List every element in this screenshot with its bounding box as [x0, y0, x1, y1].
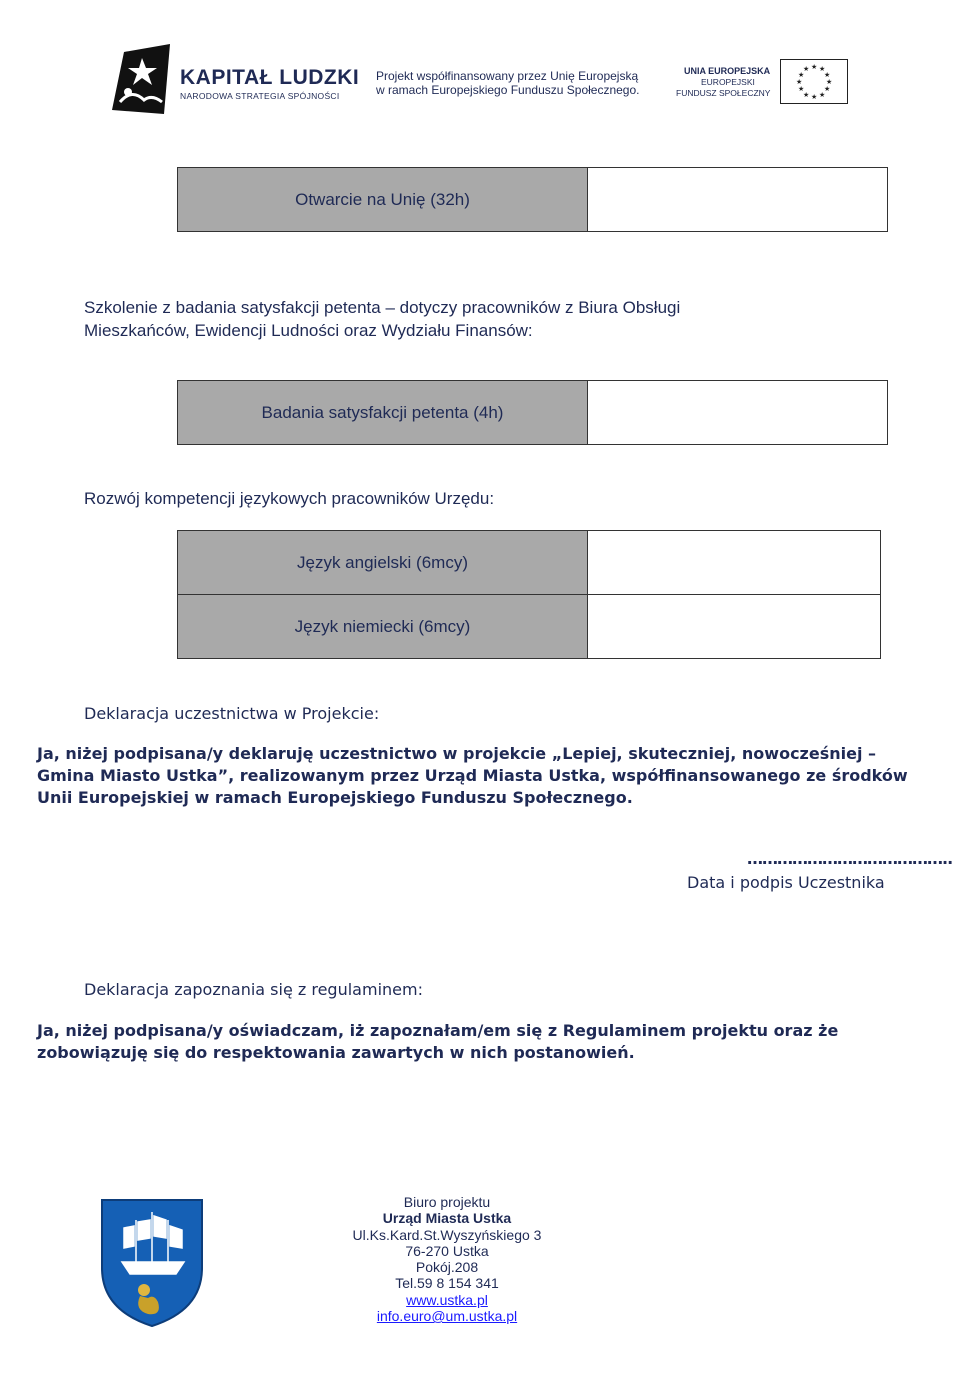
svg-text:★: ★ — [819, 65, 826, 73]
deklaracja-uczestnictwa-heading: Deklaracja uczestnictwa w Projekcie: — [84, 704, 380, 723]
rozwoj-heading: Rozwój kompetencji językowych pracowników Urzędu: — [84, 489, 495, 508]
svg-text:★: ★ — [811, 63, 818, 71]
footer-contact — [340, 1194, 554, 1324]
svg-text:★: ★ — [796, 78, 803, 86]
kapital-ludzki-title: KAPITAŁ LUDZKI — [180, 66, 360, 89]
course-checkbox-otwarcie[interactable] — [588, 168, 887, 231]
svg-text:★: ★ — [824, 85, 831, 93]
course-name-angielski: Język angielski (6mcy) — [178, 531, 588, 594]
course-row-otwarcie — [177, 167, 888, 232]
regulamin-line1: Ja, niżej podpisana/y oświadczam, iż zapoznałam/em się z Regulaminem projektu oraz że — [37, 1021, 839, 1040]
course-row-niemiecki — [177, 594, 881, 659]
footer-institution: Urząd Miasta Ustka — [382, 1210, 512, 1227]
regulamin-line2: zobowiązuję się do respektowania zawartych w nich postanowień. — [37, 1043, 635, 1062]
project-cofinanced-line2: w ramach Europejskiego Funduszu Społecznego. — [376, 83, 640, 97]
course-checkbox-badania[interactable] — [588, 381, 887, 444]
footer-room: Pokój.208 — [415, 1259, 479, 1276]
course-row-badania — [177, 380, 888, 445]
ustka-coat-of-arms-icon — [100, 1198, 204, 1328]
eu-label-line2: EUROPEJSKI — [701, 77, 755, 87]
svg-text:★: ★ — [824, 71, 831, 79]
course-name-otwarcie: Otwarcie na Unię (32h) — [178, 168, 588, 231]
project-cofinanced-line1: Projekt współfinansowany przez Unię Europejską — [376, 69, 639, 83]
svg-text:★: ★ — [803, 91, 810, 99]
eu-flag-icon — [780, 59, 848, 104]
eu-label-line3: FUNDUSZ SPOŁECZNY — [676, 88, 771, 98]
szkolenie-heading-line2: Mieszkańców, Ewidencji Ludności oraz Wydziału Finansów: — [84, 321, 533, 340]
kapital-ludzki-subtitle: NARODOWA STRATEGIA SPÓJNOŚCI — [180, 91, 340, 101]
svg-text:★: ★ — [819, 91, 826, 99]
signature-label: Data i podpis Uczestnika — [687, 873, 885, 892]
footer-phone: Tel.59 8 154 341 — [395, 1275, 499, 1292]
footer-street: Ul.Ks.Kard.St.Wyszyńskiego 3 — [352, 1226, 542, 1243]
footer-website-link[interactable]: www.ustka.pl — [406, 1291, 488, 1308]
kapital-ludzki-logo-icon — [112, 44, 172, 116]
eu-label-line1: UNIA EUROPEJSKA — [684, 66, 771, 76]
svg-text:★: ★ — [811, 93, 818, 101]
deklaracja-line1: Ja, niżej podpisana/y deklaruję uczestnictwo w projekcie „Lepiej, skuteczniej, nowocześniej – — [37, 744, 877, 763]
course-row-angielski — [177, 530, 881, 595]
deklaracja-line3: Unii Europejskiej w ramach Europejskiego Funduszu Społecznego. — [37, 788, 633, 807]
footer-postcode: 76-270 Ustka — [405, 1242, 489, 1259]
course-checkbox-niemiecki[interactable] — [588, 595, 880, 658]
footer-email-link[interactable]: info.euro@um.ustka.pl — [376, 1308, 518, 1325]
svg-text:★: ★ — [798, 71, 805, 79]
deklaracja-line2: Gmina Miasto Ustka”, realizowanym przez Urząd Miasta Ustka, współfinansowanego ze środków — [37, 766, 908, 785]
course-name-badania: Badania satysfakcji petenta (4h) — [178, 381, 588, 444]
course-checkbox-angielski[interactable] — [588, 531, 880, 594]
regulamin-heading: Deklaracja zapoznania się z regulaminem: — [84, 980, 423, 999]
course-name-niemiecki: Język niemiecki (6mcy) — [178, 595, 588, 658]
svg-text:★: ★ — [826, 78, 833, 86]
signature-dots: ………………………………….. — [747, 849, 953, 868]
svg-text:★: ★ — [803, 65, 810, 73]
svg-text:★: ★ — [798, 85, 805, 93]
footer-office-label: Biuro projektu — [403, 1194, 491, 1210]
szkolenie-heading-line1: Szkolenie z badania satysfakcji petenta – dotyczy pracowników z Biura Obsługi — [84, 298, 681, 317]
